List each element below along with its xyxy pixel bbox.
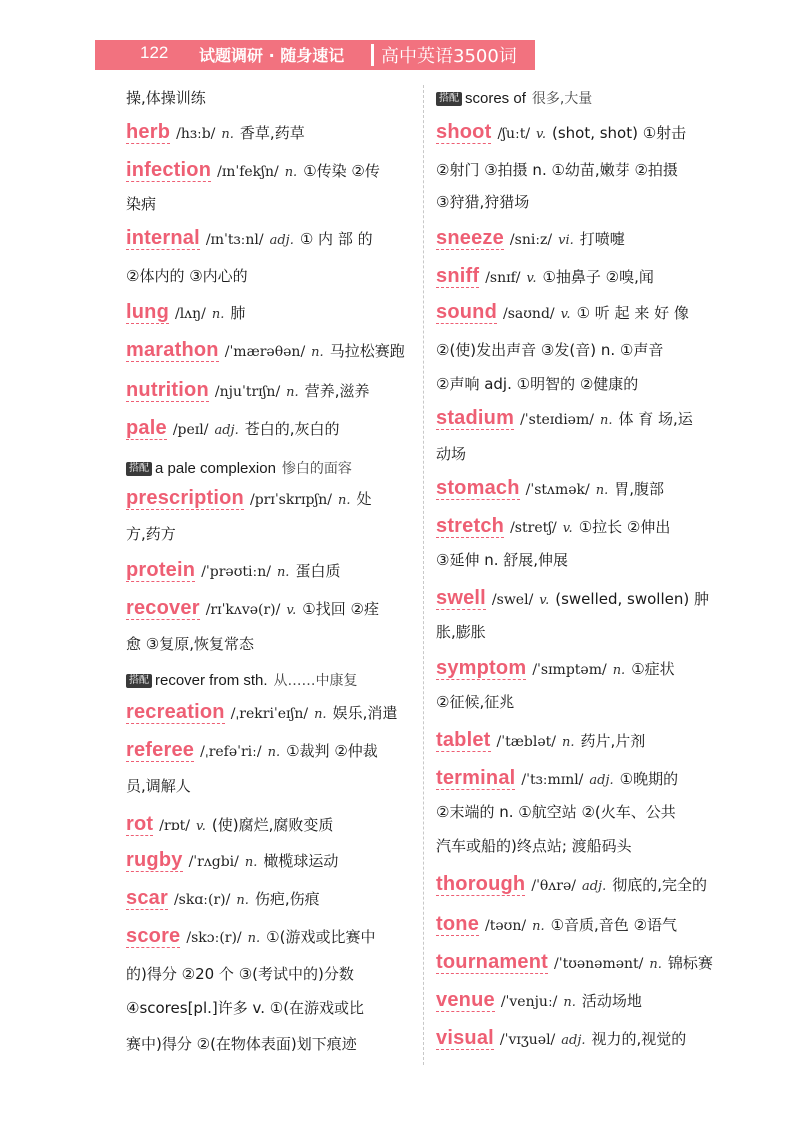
entry-stomach <box>436 478 664 498</box>
definition: 汽车或船的)终点站; 渡船码头 <box>436 837 632 855</box>
headword: marathon <box>126 339 219 361</box>
part-of-speech: n. <box>221 127 234 142</box>
phonetic: /ˈrʌgbi/ <box>188 854 239 870</box>
phonetic: /ʃuːt/ <box>497 126 531 142</box>
headword: sound <box>436 301 497 323</box>
entry-swell <box>436 588 709 608</box>
headword: rot <box>126 813 154 835</box>
collocation-phrase: recover from sth. <box>155 672 268 689</box>
header-divider <box>371 44 374 66</box>
headword: score <box>126 925 181 947</box>
definition-continuation <box>436 550 568 570</box>
entry-lung <box>126 302 245 322</box>
headword: infection <box>126 159 212 181</box>
phonetic: /ˈvɪʒuəl/ <box>499 1032 556 1048</box>
definition: (使)腐烂,腐败变质 <box>211 816 334 834</box>
part-of-speech: n. <box>276 565 290 580</box>
definition-continuation <box>126 776 191 796</box>
definition: 肺 <box>230 304 246 322</box>
part-of-speech: vi. <box>558 233 574 248</box>
definition: ②射门 ③拍摄 n. ①幼苗,嫩芽 ②拍摄 <box>436 161 678 179</box>
entry-stadium <box>436 408 693 428</box>
part-of-speech: n. <box>314 707 327 722</box>
entry-sniff <box>436 266 654 286</box>
definition: 打喷嚏 <box>579 230 625 248</box>
headword: venue <box>436 989 495 1011</box>
phonetic: /ˌrefəˈriː/ <box>200 744 262 760</box>
entry-referee <box>126 740 378 760</box>
definition: ④scores[pl.]许多 v. ①(在游戏或比 <box>126 999 365 1017</box>
column-divider <box>423 85 424 1065</box>
entry-tournament <box>436 952 713 972</box>
headword: nutrition <box>126 379 209 401</box>
definition: ① 听 起 来 好 像 <box>576 304 689 322</box>
definition: 赛中)得分 ②(在物体表面)划下痕迹 <box>126 1035 357 1053</box>
entry-shoot <box>436 122 686 142</box>
definition: ②(使)发出声音 ③发(音) n. ①声音 <box>436 341 664 359</box>
collocation-tag: 搭配 <box>436 92 462 106</box>
headword: referee <box>126 739 195 761</box>
entry-protein <box>126 560 340 580</box>
definition: 体 育 场,运 <box>618 410 693 428</box>
part-of-speech: n. <box>247 931 261 946</box>
entry-infection <box>126 160 380 180</box>
entry-recreation <box>126 702 397 722</box>
part-of-speech: v. <box>539 593 550 608</box>
headword: stadium <box>436 407 515 429</box>
definition: 伤疤,伤痕 <box>254 890 320 908</box>
definition-continuation <box>436 444 466 464</box>
part-of-speech: n. <box>532 919 545 934</box>
part-of-speech: adj. <box>589 773 614 788</box>
phonetic: /njuˈtrɪʃn/ <box>214 384 281 400</box>
collocation-line <box>126 458 352 478</box>
definition: ①(游戏或比赛中 <box>266 928 376 946</box>
definition-continuation <box>126 194 156 214</box>
phonetic: /ˈprəʊtiːn/ <box>201 564 271 580</box>
entry-terminal <box>436 768 678 788</box>
definition: ①音质,音色 ②语气 <box>550 916 678 934</box>
phonetic: /stretʃ/ <box>510 520 557 536</box>
headword: protein <box>126 559 196 581</box>
headword: prescription <box>126 487 244 509</box>
phonetic: /prɪˈskrɪpʃn/ <box>249 492 333 508</box>
series-title: 试题调研 · 随身速记 <box>199 46 345 65</box>
definition: ①传染 ②传 <box>303 162 380 180</box>
definition: 锦标赛 <box>667 954 713 972</box>
definition: 处 <box>356 490 372 508</box>
headword: recreation <box>126 701 225 723</box>
part-of-speech: n. <box>211 307 225 322</box>
definition: ①抽鼻子 ②嗅,闻 <box>542 268 654 286</box>
entry-rugby <box>126 850 338 870</box>
definition-continuation <box>436 192 529 212</box>
part-of-speech: n. <box>267 745 281 760</box>
definition: ②末端的 n. ①航空站 ②(火车、公共 <box>436 803 676 821</box>
part-of-speech: n. <box>338 493 351 508</box>
headword: symptom <box>436 657 527 679</box>
definition-continuation <box>436 802 676 822</box>
definition: 药片,片剂 <box>580 732 646 750</box>
phonetic: /lʌŋ/ <box>175 306 206 322</box>
entry-visual <box>436 1028 686 1048</box>
collocation-phrase: scores of <box>465 90 526 107</box>
definition: 苍白的,灰白的 <box>244 420 340 438</box>
definition: 蛋白质 <box>295 562 341 580</box>
part-of-speech: n. <box>311 345 324 360</box>
page-number: 122 <box>140 43 169 62</box>
phonetic: /ˈtʊənəmənt/ <box>554 956 644 972</box>
definition-continuation <box>436 374 638 394</box>
headword: sniff <box>436 265 480 287</box>
definition: 视力的,视觉的 <box>591 1030 687 1048</box>
entry-rot <box>126 814 333 834</box>
phonetic: /ˈmærəθən/ <box>224 344 306 360</box>
headword: pale <box>126 417 167 439</box>
collocation-tag: 搭配 <box>126 674 152 688</box>
definition: 的)得分 ②20 个 ③(考试中的)分数 <box>126 965 354 983</box>
phonetic: /sniːz/ <box>509 232 553 248</box>
headword: stomach <box>436 477 520 499</box>
part-of-speech: adj. <box>269 233 294 248</box>
definition: 操,体操训练 <box>126 89 206 107</box>
phonetic: /ˈtæblət/ <box>496 734 556 750</box>
definition: ①拉长 ②伸出 <box>578 518 671 536</box>
headword: visual <box>436 1027 494 1049</box>
definition: ③狩猎,狩猎场 <box>436 193 530 211</box>
collocation-meaning: 很多,大量 <box>531 91 593 107</box>
headword: internal <box>126 227 200 249</box>
part-of-speech: n. <box>595 483 609 498</box>
phonetic: /saʊnd/ <box>503 306 555 322</box>
definition: 胀,膨胀 <box>436 623 486 641</box>
entry-sneeze <box>436 228 625 248</box>
definition: 染病 <box>126 195 157 213</box>
part-of-speech: v. <box>560 307 571 322</box>
headword: swell <box>436 587 486 609</box>
phonetic: /ˈsteɪdiəm/ <box>520 412 594 428</box>
definition: ①裁判 ②仲裁 <box>286 742 378 760</box>
part-of-speech: v. <box>526 271 537 286</box>
definition: 娱乐,消遣 <box>332 704 398 722</box>
phonetic: /ɪnˈtɜːnl/ <box>205 232 264 248</box>
part-of-speech: n. <box>561 735 575 750</box>
phonetic: /ˌrekriˈeɪʃn/ <box>230 706 309 722</box>
definition-continuation <box>126 634 254 654</box>
phonetic: /rɒt/ <box>159 818 190 834</box>
phonetic: /snɪf/ <box>485 270 521 286</box>
entry-stretch <box>436 516 670 536</box>
definition: ① 内 部 的 <box>299 230 373 248</box>
phonetic: /ˈstʌmək/ <box>525 482 590 498</box>
collocation-meaning: 从……中康复 <box>273 673 358 689</box>
definition: 动场 <box>436 445 467 463</box>
part-of-speech: n. <box>612 663 626 678</box>
definition: ①症状 <box>631 660 675 678</box>
definition-continuation <box>126 998 364 1018</box>
part-of-speech: v. <box>536 127 546 142</box>
headword: herb <box>126 121 171 143</box>
part-of-speech: n. <box>649 957 662 972</box>
collocation-line <box>126 670 358 690</box>
collocation-phrase: a pale complexion <box>155 460 276 477</box>
definition: 橄榄球运动 <box>263 852 339 870</box>
definition: 愈 ③复原,恢复常态 <box>126 635 254 653</box>
part-of-speech: n. <box>236 893 249 908</box>
entry-scar <box>126 888 320 908</box>
book-title: 高中英语3500词 <box>381 46 517 67</box>
definition: ①晚期的 <box>619 770 679 788</box>
entry-recover <box>126 598 379 618</box>
definition: 香草,药草 <box>239 124 305 142</box>
phonetic: /rɪˈkʌvə(r)/ <box>205 602 281 618</box>
phonetic: /skɔː(r)/ <box>186 930 242 946</box>
part-of-speech: adj. <box>581 879 607 894</box>
part-of-speech: v. <box>286 603 297 618</box>
entry-venue <box>436 990 642 1010</box>
definition: 活动场地 <box>581 992 642 1010</box>
definition-continuation <box>436 836 632 856</box>
phonetic: /ˈsɪmptəm/ <box>532 662 607 678</box>
part-of-speech: adj. <box>214 423 239 438</box>
part-of-speech: n. <box>599 413 613 428</box>
entry-score <box>126 926 375 946</box>
part-of-speech: n. <box>286 385 299 400</box>
definition-continuation <box>126 88 206 108</box>
headword: tournament <box>436 951 548 973</box>
entry-prescription <box>126 488 372 508</box>
entry-symptom <box>436 658 675 678</box>
definition: ②征候,征兆 <box>436 693 515 711</box>
phonetic: /ˈtɜːmɪnl/ <box>521 772 584 788</box>
definition-continuation <box>126 266 248 286</box>
part-of-speech: n. <box>244 855 258 870</box>
part-of-speech: n. <box>563 995 576 1010</box>
definition: 员,调解人 <box>126 777 191 795</box>
definition-continuation <box>126 524 176 544</box>
phonetic: /peɪl/ <box>172 422 209 438</box>
part-of-speech: v. <box>562 521 573 536</box>
headword: shoot <box>436 121 492 143</box>
collocation-tag: 搭配 <box>126 462 152 476</box>
definition: 彻底的,完全的 <box>612 876 707 894</box>
definition-continuation <box>436 160 678 180</box>
page-header <box>95 40 535 70</box>
definition: ③延伸 n. 舒展,伸展 <box>436 551 569 569</box>
phonetic: /ˈvenjuː/ <box>500 994 558 1010</box>
phonetic: /ˈθʌrə/ <box>531 878 576 894</box>
part-of-speech: n. <box>284 165 298 180</box>
phonetic: /hɜːb/ <box>176 126 216 142</box>
headword: stretch <box>436 515 505 537</box>
headword: lung <box>126 301 170 323</box>
entry-herb <box>126 122 305 142</box>
part-of-speech: adj. <box>561 1033 586 1048</box>
definition: 胃,腹部 <box>614 480 664 498</box>
phonetic: /swel/ <box>491 592 534 608</box>
definition: 马拉松赛跑 <box>329 342 405 360</box>
headword: sneeze <box>436 227 504 249</box>
entry-internal <box>126 228 373 248</box>
definition-continuation <box>436 340 663 360</box>
definition: ①找回 ②痊 <box>302 600 379 618</box>
definition-continuation <box>126 1034 357 1054</box>
definition: 方,药方 <box>126 525 176 543</box>
headword: thorough <box>436 873 526 895</box>
entry-pale <box>126 418 340 438</box>
headword: tablet <box>436 729 491 751</box>
definition: 营养,滋养 <box>304 382 370 400</box>
headword: rugby <box>126 849 183 871</box>
phonetic: /təʊn/ <box>485 918 527 934</box>
headword: tone <box>436 913 480 935</box>
entry-thorough <box>436 874 707 894</box>
definition: (shot, shot) ①射击 <box>551 124 687 142</box>
entry-nutrition <box>126 380 369 400</box>
collocation-meaning: 惨白的面容 <box>281 461 352 477</box>
headword: terminal <box>436 767 516 789</box>
phonetic: /skɑː(r)/ <box>173 892 231 908</box>
entry-marathon <box>126 340 405 360</box>
phonetic: /ɪnˈfekʃn/ <box>217 164 279 180</box>
definition: ②体内的 ③内心的 <box>126 267 248 285</box>
definition-continuation <box>436 622 486 642</box>
definition: ②声响 adj. ①明智的 ②健康的 <box>436 375 639 393</box>
part-of-speech: v. <box>195 819 206 834</box>
headword: scar <box>126 887 168 909</box>
definition: (swelled, swollen) 肿 <box>555 590 709 608</box>
entry-tone <box>436 914 677 934</box>
entry-tablet <box>436 730 645 750</box>
definition-continuation <box>436 692 514 712</box>
headword: recover <box>126 597 200 619</box>
definition-continuation <box>126 964 354 984</box>
collocation-line <box>436 88 592 108</box>
entry-sound <box>436 302 689 322</box>
